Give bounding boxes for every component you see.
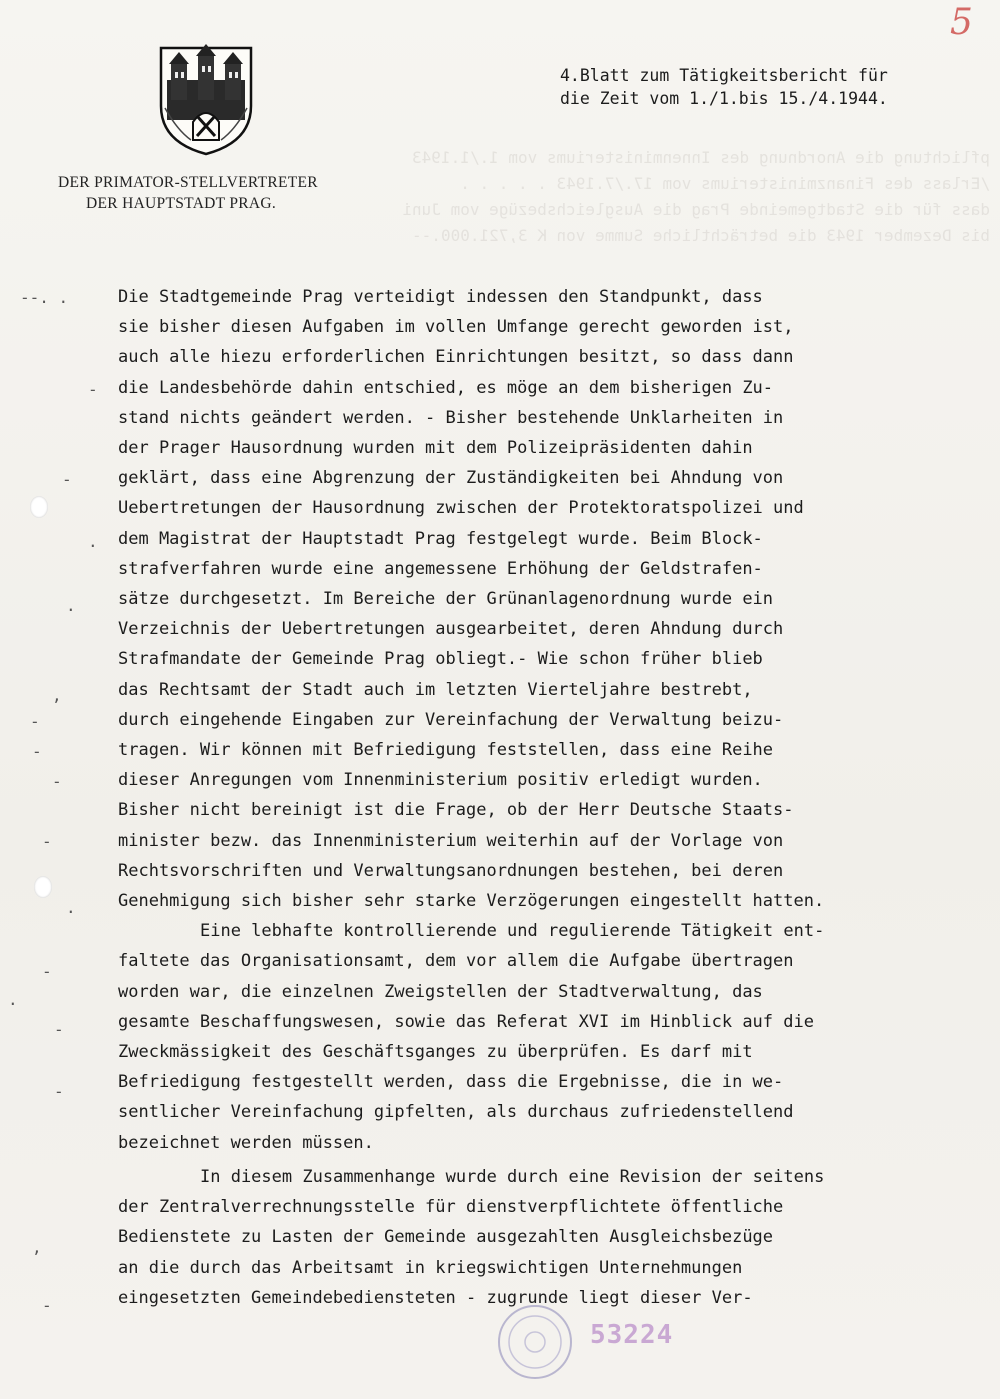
archive-stamp-icon (495, 1302, 575, 1382)
body-line: Uebertretungen der Hausordnung zwischen der Protektoratspolizei und (118, 498, 804, 519)
margin-mark: - (62, 470, 72, 489)
margin-mark: , (52, 686, 62, 705)
body-line: Rechtsvorschriften und Verwaltungsanordnungen bestehen, bei deren (118, 860, 784, 881)
margin-mark: - (32, 742, 42, 761)
margin-mark: - (88, 380, 98, 399)
prague-coat-of-arms-icon (157, 44, 255, 156)
body-line: der Prager Hausordnung wurden mit dem Polizeipräsidenten dahin (118, 438, 753, 459)
body-line: Eine lebhafte kontrollierende und regulierende Tätigkeit ent- (200, 921, 825, 942)
margin-mark: . (66, 596, 76, 615)
body-line: dem Magistrat der Hauptstadt Prag festgelegt wurde. Beim Block- (118, 528, 763, 549)
margin-mark: --. . (20, 288, 69, 307)
body-line: bezeichnet werden müssen. (118, 1132, 374, 1153)
report-header (560, 64, 1000, 110)
body-line: sie bisher diesen Aufgaben im vollen Umfange gerecht geworden ist, (118, 317, 794, 338)
body-line: faltete das Organisationsamt, dem vor allem die Aufgabe übertragen (118, 951, 794, 972)
body-line: Genehmigung sich bisher sehr starke Verzögerungen eingestellt hatten. (118, 891, 825, 912)
body-line: die Landesbehörde dahin entschied, es möge an dem bisherigen Zu- (118, 377, 774, 398)
body-line: Die Stadtgemeinde Prag verteidigt indessen den Standpunkt, dass (118, 287, 763, 307)
body-line: strafverfahren wurde eine angemessene Erhöhung der Geldstrafen- (118, 558, 763, 579)
body-line: Zweckmässigkeit des Geschäftsganges zu überprüfen. Es darf mit (118, 1042, 753, 1063)
margin-mark: - (42, 832, 52, 851)
margin-mark: . (88, 532, 98, 551)
body-line: Bisher nicht bereinigt ist die Frage, ob der Herr Deutsche Staats- (118, 800, 794, 821)
authority-line-2: DER HAUPTSTADT PRAG. (86, 195, 277, 212)
body-line: In diesem Zusammenhange wurde durch eine Revision der seitens (200, 1166, 825, 1187)
body-line: an die durch das Arbeitsamt in kriegswichtigen Unternehmungen (118, 1257, 743, 1278)
body-line: sätze durchgesetzt. Im Bereiche der Grünanlagenordnung wurde ein (118, 589, 774, 610)
margin-mark: - (42, 1296, 52, 1315)
body-line: auch alle hiezu erforderlichen Einrichtungen besitzt, so dass dann (118, 347, 794, 368)
body-line: gesamte Beschaffungswesen, sowie das Referat XVI im Hinblick auf die (118, 1011, 814, 1032)
margin-mark: - (54, 1020, 64, 1039)
margin-mark: - (42, 962, 52, 981)
report-body (118, 282, 988, 1313)
body-line: stand nichts geändert werden. - Bisher bestehende Unklarheiten in (118, 407, 784, 428)
punch-hole (34, 876, 52, 898)
punch-hole (30, 496, 48, 518)
body-line: worden war, die einzelnen Zweigstellen der Stadtverwaltung, das (118, 981, 763, 1002)
page-corner-number: 5 (950, 2, 973, 43)
body-line: der Zentralverrechnungsstelle für dienstverpflichtete öffentliche (118, 1197, 784, 1218)
header-line-2: die Zeit vom 1./1.bis 15./4.1944. (560, 89, 888, 108)
margin-mark: . (66, 898, 76, 917)
body-line: Befriedigung festgestellt werden, dass die Ergebnisse, die in we- (118, 1072, 784, 1093)
body-line: sentlicher Vereinfachung gipfelten, als durchaus zufriedenstellend (118, 1102, 794, 1123)
body-line: Verzeichnis der Uebertretungen ausgearbeitet, deren Ahndung durch (118, 619, 784, 640)
body-line: geklärt, dass eine Abgrenzung der Zuständigkeiten bei Ahndung von (118, 468, 784, 489)
bleed-through-text: pflichtung die Anordnung des Innenministeriums vom 1./1.1943 /Erlass des Finanzministeriums vom 17./7.1943 . . . . . dass für die Stadtgemeinde Prag die Ausgleichsbezüge vom Juni bis Dezember 1943 die beträchtliche Summe von K 3,721.000.-- (402, 148, 990, 245)
authority-line-1: DER PRIMATOR-STELLVERTRETER (58, 174, 318, 191)
issuing-authority (58, 172, 318, 214)
body-line: eingesetzten Gemeindebediensteten - zugrunde liegt dieser Ver- (118, 1287, 753, 1308)
body-line: dieser Anregungen vom Innenministerium positiv erledigt wurden. (118, 770, 763, 791)
body-line: durch eingehende Eingaben zur Vereinfachung der Verwaltung beizu- (118, 709, 784, 730)
margin-mark: . (8, 990, 18, 1009)
body-line: tragen. Wir können mit Befriedigung feststellen, dass eine Reihe (118, 740, 774, 761)
margin-mark: - (30, 712, 40, 731)
header-line-1: 4.Blatt zum Tätigkeitsbericht für (560, 66, 888, 85)
body-line: Bedienstete zu Lasten der Gemeinde ausgezahlten Ausgleichsbezüge (118, 1227, 774, 1248)
margin-mark: , (32, 1238, 42, 1257)
stamp-number: 53224 (590, 1320, 674, 1350)
margin-mark: - (52, 772, 62, 791)
body-line: minister bezw. das Innenministerium weiterhin auf der Vorlage von (118, 830, 784, 851)
body-line: das Rechtsamt der Stadt auch im letzten Vierteljahre bestrebt, (118, 679, 753, 700)
body-line: Strafmandate der Gemeinde Prag obliegt.- Wie schon früher blieb (118, 649, 763, 670)
margin-mark: - (54, 1082, 64, 1101)
